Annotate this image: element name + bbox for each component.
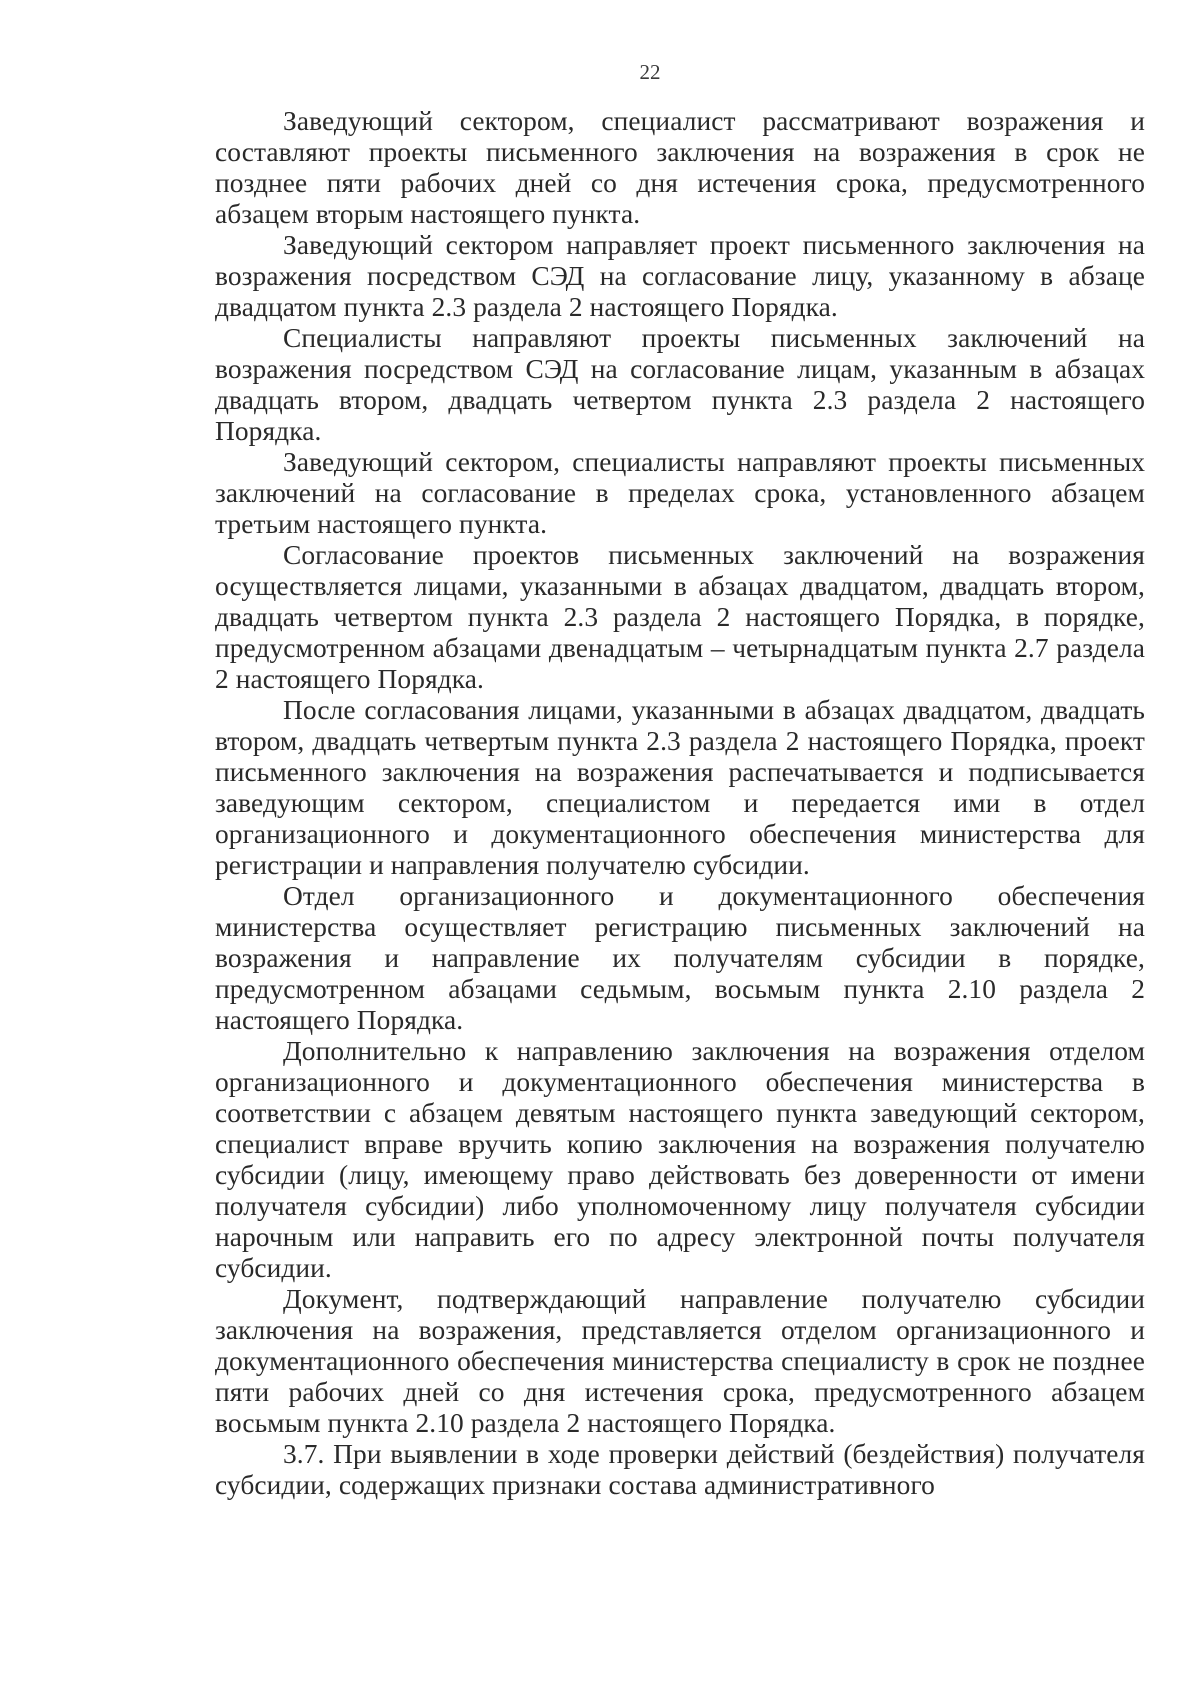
document-body xyxy=(215,106,1145,1501)
paragraph: 3.7. При выявлении в ходе проверки действий (бездействия) получателя субсидии, содержащих признаки состава административного xyxy=(215,1439,1145,1500)
paragraph: Специалисты направляют проекты письменных заключений на возражения посредством СЭД на согласование лицам, указанным в абзацах двадцать втором, двадцать четвертом пункта 2.3 раздела 2 настоящего Порядка. xyxy=(215,323,1145,446)
paragraph: Заведующий сектором, специалисты направляют проекты письменных заключений на согласование в пределах срока, установленного абзацем третьим настоящего пункта. xyxy=(215,447,1145,539)
paragraph: Документ, подтверждающий направление получателю субсидии заключения на возражения, представляется отделом организационного и документационного обеспечения министерства специалисту в срок не позднее пяти рабочих дней со дня истечения срока, предусмотренного абзацем восьмым пункта 2.10 раздела 2 настоящего Порядка. xyxy=(215,1284,1145,1438)
paragraph: Заведующий сектором, специалист рассматривают возражения и составляют проекты письменного заключения на возражения в срок не позднее пяти рабочих дней со дня истечения срока, предусмотренного абзацем вторым настоящего пункта. xyxy=(215,106,1145,229)
paragraph: После согласования лицами, указанными в абзацах двадцатом, двадцать втором, двадцать четвертым пункта 2.3 раздела 2 настоящего Порядка, проект письменного заключения на возражения распечатывается и подписывается заведующим сектором, специалистом и передается ими в отдел организационного и документационного обеспечения министерства для регистрации и направления получателю субсидии. xyxy=(215,695,1145,880)
page-number: 22 xyxy=(639,60,661,84)
paragraph: Заведующий сектором направляет проект письменного заключения на возражения посредством СЭД на согласование лицу, указанному в абзаце двадцатом пункта 2.3 раздела 2 настоящего Порядка. xyxy=(215,230,1145,322)
paragraph: Согласование проектов письменных заключений на возражения осуществляется лицами, указанными в абзацах двадцатом, двадцать втором, двадцать четвертом пункта 2.3 раздела 2 настоящего Порядка, в порядке, предусмотренном абзацами двенадцатым – четырнадцатым пункта 2.7 раздела 2 настоящего Порядка. xyxy=(215,540,1145,694)
paragraph: Дополнительно к направлению заключения на возражения отделом организационного и документационного обеспечения министерства в соответствии с абзацем девятым настоящего пункта заведующий сектором, специалист вправе вручить копию заключения на возражения получателю субсидии (лицу, имеющему право действовать без доверенности от имени получателя субсидии) либо уполномоченному лицу получателя субсидии нарочным или направить его по адресу электронной почты получателя субсидии. xyxy=(215,1036,1145,1283)
paragraph: Отдел организационного и документационного обеспечения министерства осуществляет регистрацию письменных заключений на возражения и направление их получателям субсидии в порядке, предусмотренном абзацами седьмым, восьмым пункта 2.10 раздела 2 настоящего Порядка. xyxy=(215,881,1145,1035)
